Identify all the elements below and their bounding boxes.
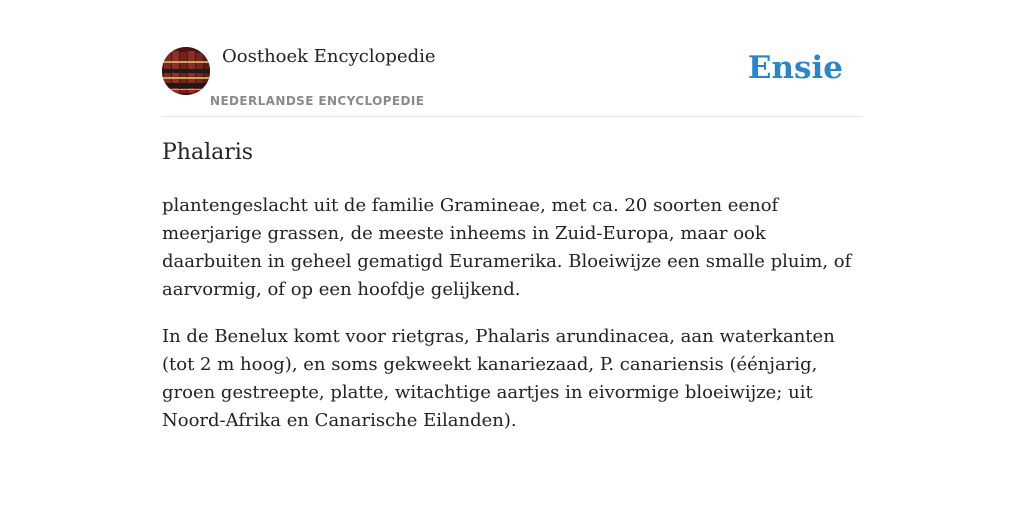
page-container <box>162 0 862 431</box>
encyclopedia-avatar[interactable] <box>162 47 210 95</box>
book-spines-icon <box>162 47 210 95</box>
ensie-logo-link[interactable]: Ensie <box>747 50 843 86</box>
article-paragraph: In de Benelux komt voor rietgras, Phalaris arundinacea, aan waterkanten (tot 2 m hoog), en soms gekweekt kanariezaad, P. canariensis (éénjarig, groen gestreepte, platte, witachtige aartjes in eivormige bloeiwijze; uit Noord-Afrika en Canarische Eilanden). <box>162 326 835 431</box>
site-subtitle: NEDERLANDSE ENCYCLOPEDIE <box>210 94 425 108</box>
site-header <box>162 0 862 117</box>
page-title: Phalaris <box>162 140 254 165</box>
site-title-link[interactable]: Oosthoek Encyclopedie <box>222 46 436 67</box>
article-paragraph: plantengeslacht uit de familie Gramineae, met ca. 20 soorten eenof meerjarige grassen, de meeste inheems in Zuid-Europa, maar ook daarbuiten in geheel gematigd Euramerika. Bloeiwijze een smalle pluim, of aarvormig, of op een hoofdje gelijkend. <box>162 195 852 300</box>
article-body <box>162 192 862 454</box>
